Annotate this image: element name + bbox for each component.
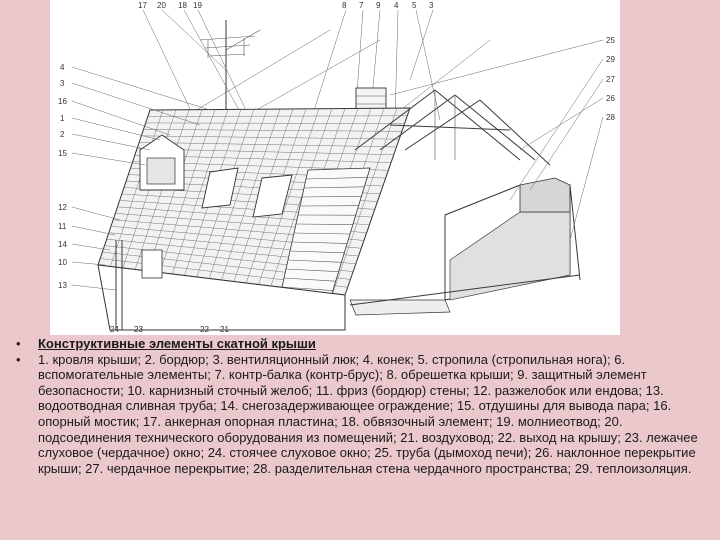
label-16: 16 xyxy=(58,97,67,106)
label-4-top: 4 xyxy=(394,1,399,10)
label-14: 14 xyxy=(58,240,67,249)
caption-block xyxy=(12,336,712,476)
label-18: 18 xyxy=(178,1,187,10)
label-12: 12 xyxy=(58,203,67,212)
label-24: 24 xyxy=(110,325,119,334)
label-27: 27 xyxy=(606,75,615,84)
label-3-left: 3 xyxy=(60,79,65,88)
caption-legend: 1. кровля крыши; 2. бордюр; 3. вентиляционный люк; 4. конек; 5. стропила (стропильная нога); 6. вспомогательные элементы; 7. контр-балка (контр-брус); 8. обрешетка крыши; 9. защитный элемент безопасности; 10. карнизный сточный желоб; 11. фриз (бордюр) стены; 12. разжелобок или ендова; 13. водоотводная сливная труба; 14. снегозадерживающее ограждение; 15. отдушины для вывода пара; 16. опорный мостик; 17. анкерная опорная пластина; 18. обвязочный элемент; 19. молниеотвод; 20. подсоединения технического оборудования из помещений; 21. воздуховод; 22. выход на крышу; 23. лежачее слуховое (чердачное) окно; 24. стоячее слуховое окно; 25. труба (дымоход печи); 26. наклонное перекрытие крыши; 27. чердачное перекрытие; 28. разделительная стена чердачного пространства; 29. теплоизоляция. xyxy=(38,351,698,476)
label-23: 23 xyxy=(134,325,143,334)
label-8: 8 xyxy=(342,1,347,10)
label-3-top: 3 xyxy=(429,1,434,10)
label-4-left: 4 xyxy=(60,63,65,72)
label-11: 11 xyxy=(58,222,67,231)
bullet-1: • xyxy=(16,336,21,351)
label-15: 15 xyxy=(58,149,67,158)
label-9: 9 xyxy=(376,1,381,10)
label-19: 19 xyxy=(193,1,202,10)
label-20: 20 xyxy=(157,1,166,10)
caption-legend-row xyxy=(12,352,712,477)
bullet-2: • xyxy=(16,351,21,367)
label-21: 21 xyxy=(220,325,229,334)
label-25: 25 xyxy=(606,36,615,45)
label-10: 10 xyxy=(58,258,67,267)
label-7: 7 xyxy=(359,1,364,10)
label-17: 17 xyxy=(138,1,147,10)
label-13: 13 xyxy=(58,281,67,290)
roof-diagram xyxy=(50,0,620,335)
caption-title-row xyxy=(12,336,712,352)
label-1: 1 xyxy=(60,114,65,123)
roof-drawing xyxy=(50,0,620,335)
label-22: 22 xyxy=(200,325,209,334)
label-2: 2 xyxy=(60,130,65,139)
label-5: 5 xyxy=(412,1,417,10)
label-26: 26 xyxy=(606,94,615,103)
label-28: 28 xyxy=(606,113,615,122)
label-29: 29 xyxy=(606,55,615,64)
caption-title: Конструктивные элементы скатной крыши xyxy=(38,336,316,351)
